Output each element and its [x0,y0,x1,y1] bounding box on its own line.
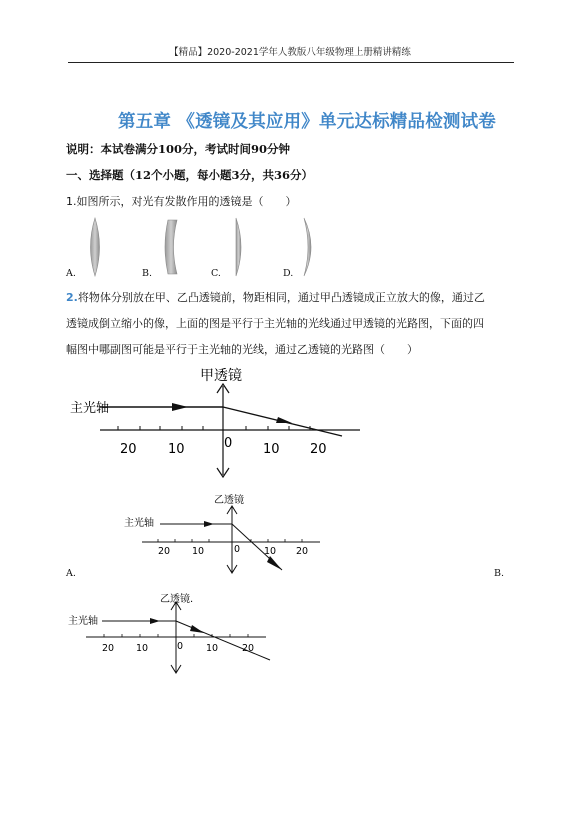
q1-option-b: B. [142,268,153,279]
q1-lens-figure [60,212,360,282]
svg-text:10: 10 [206,643,219,654]
svg-text:0: 0 [234,544,241,555]
lens-a-biconvex [91,218,100,276]
option-b-label: B. [494,568,505,579]
svg-text:20: 20 [120,442,137,457]
option-c-lens-label: 乙透镜. [160,594,194,605]
lens-jia-label: 甲透镜 [200,368,242,384]
main-axis-label: 主光轴 [70,401,110,416]
q1-option-d: D. [283,268,294,279]
svg-text:10: 10 [264,546,277,557]
question-2-number: 2. [66,291,78,304]
svg-text:20: 20 [158,546,171,557]
svg-text:10: 10 [168,442,185,457]
option-a-lens-label: 乙透镜 [214,495,244,506]
svg-text:20: 20 [310,442,327,457]
option-c-diagram [64,588,274,674]
section-heading: 一、选择题（12个小题，每小题3分，共36分） [66,168,314,182]
question-2-line-1: 2.将物体分别放在甲、乙凸透镜前，物距相同，通过甲凸透镜成正立放大的像，通过乙 [66,291,485,304]
q1-option-a: A. [66,268,76,279]
q1-option-c: C. [211,268,221,279]
svg-text:20: 20 [102,643,115,654]
page-header: 【精品】2020-2021学年人教版八年级物理上册精讲精练 [169,47,411,58]
lens-jia-diagram [60,360,360,482]
header-divider [68,62,514,63]
option-a-label: A. [66,568,76,579]
question-1: 1.如图所示，对光有发散作用的透镜是（ ） [66,195,297,208]
question-2-line-3: 幅图中哪副图可能是平行于主光轴的光线，通过乙透镜的光路图（ ） [66,343,418,356]
svg-text:0: 0 [177,641,184,652]
svg-text:主光轴: 主光轴 [68,616,98,627]
svg-text:10: 10 [263,442,280,457]
svg-text:10: 10 [192,546,205,557]
svg-text:主光轴: 主光轴 [124,518,154,529]
question-2-line-2: 透镜成倒立缩小的像，上面的图是平行于主光轴的光线通过甲透镜的光路图，下面的四 [66,317,484,330]
svg-text:0: 0 [224,436,233,451]
exam-title: 第五章 《透镜及其应用》单元达标精品检测试卷 [118,112,496,132]
lens-c-plano-convex [236,218,241,276]
svg-text:20: 20 [242,643,255,654]
svg-text:20: 20 [296,546,309,557]
lens-d-meniscus [304,218,311,276]
option-a-diagram [120,490,325,576]
instructions: 说明：本试卷满分100分，考试时间90分钟 [66,142,291,156]
lens-b-biconcave [165,220,177,274]
svg-text:10: 10 [136,643,149,654]
